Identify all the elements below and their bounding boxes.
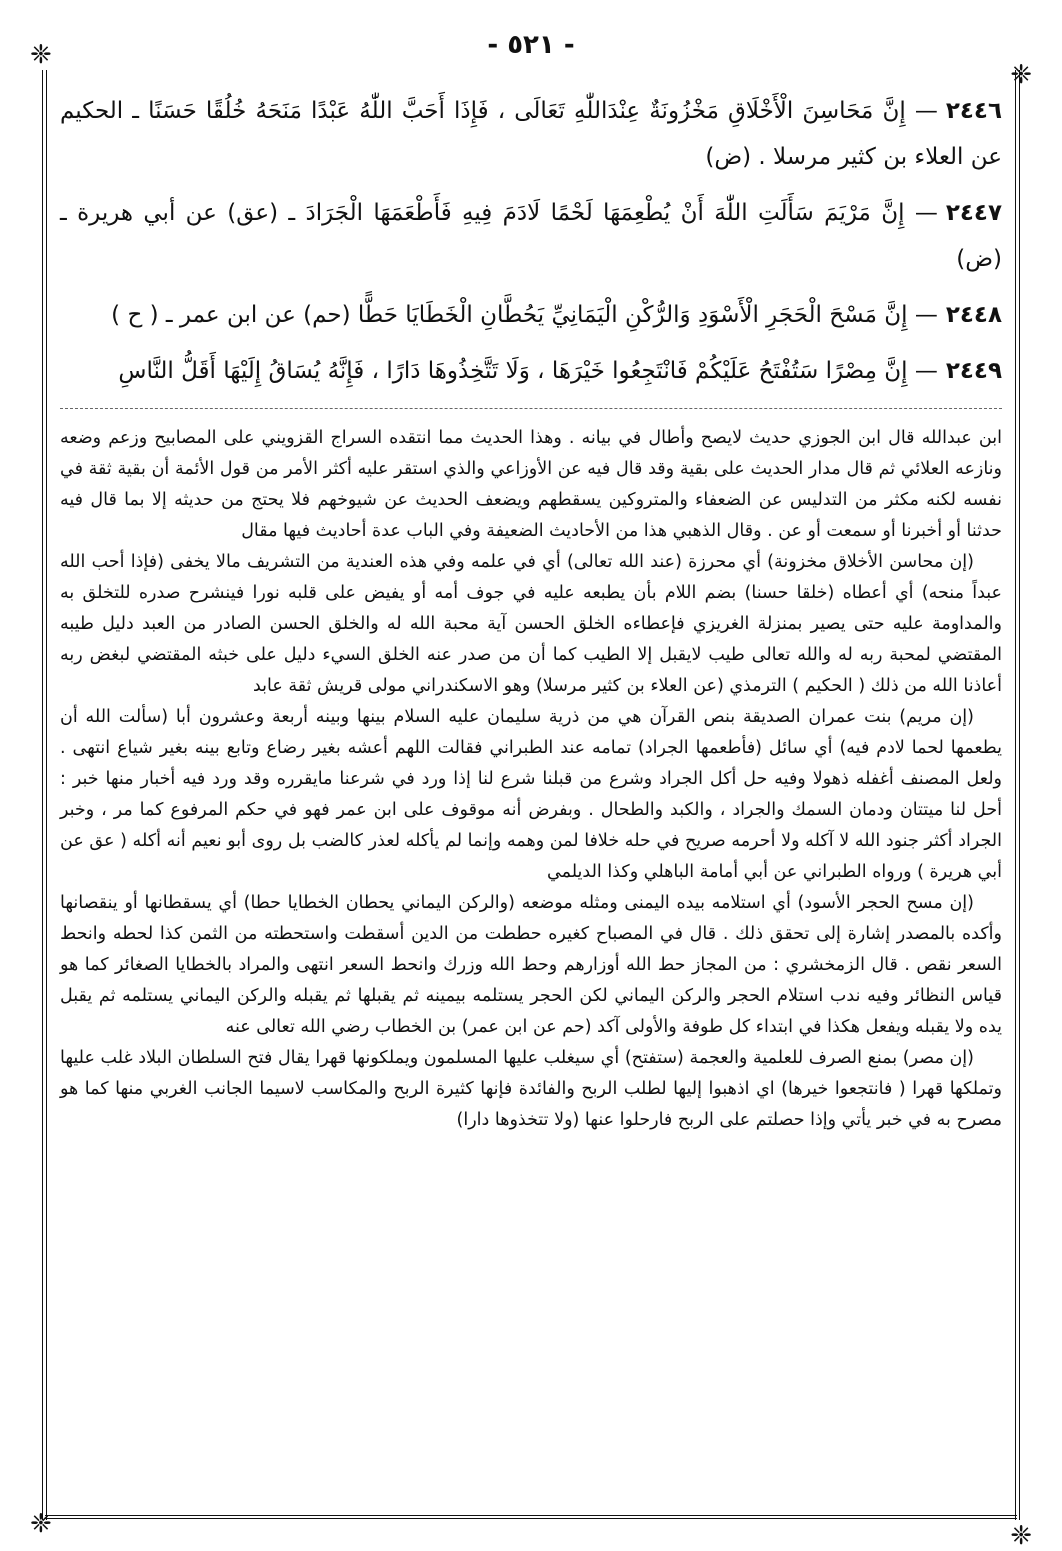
commentary-paragraph: (إن مصر) بمنع الصرف للعلمية والعجمة (ستفتح) أي سيغلب عليها المسلمون ويملكونها قهرا يقال فتح السلطان البلاد غلب عليها وتملكها قهرا ( فانتجعوا خيرها) اي اذهبوا إليها لطلب الربح والفائدة فإنها كثيرة الربح والمكاسب لاسيما الجانب الغربي منها كما هو مصرح به في خبر يأتي وإذا حصلتم على الربح فارحلوا عنها (ولا تتخذوها دارا) — [60, 1048, 1002, 1130]
hadith-text: — إِنَّ مَحَاسِنَ الْأَخْلَاقِ مَخْزُونَةٌ عِنْدَاللّٰهِ تَعَالَى ، فَإِذَا أَحَبَّ اللّٰهُ عَبْدًا مَنَحَهُ خُلُقًا حَسَنًا ـ الحكيم عن العلاء بن كثير مرسلا . (ض) — [60, 98, 1002, 170]
frame-border-right — [1015, 70, 1020, 1520]
hadith-number: ٢٤٤٨ — [945, 302, 1002, 328]
commentary-paragraph: (إن محاسن الأخلاق مخزونة) أي محرزة (عند الله تعالى) أي في علمه وفي هذه العندية من التشريف مالا يخفى (فإذا أحب الله عبداً منحه) أي أعطاه (خلقا حسنا) بضم اللام بأن يطبعه عليه في جوف أمه أو يفيض على قلبه نورا فينشرح صدره للتخلق به والمداومة عليه حتى يصير بمنزلة الغريزي فإعطاءه الخلق الحسن آية محبة الله له والخلق الحسن الصادر من العبد دليل طيبه المقتضي لمحبة ربه له والله تعالى طيب لايقبل إلا الطيب كما أن من صدر عنه الخلق السيء دليل على خبثه المقتضي لبغض ربه أعاذنا الله من ذلك ( الحكيم ) الترمذي (عن العلاء بن كثير مرسلا) وهو الاسكندراني مولى قريش ثقة عابد — [60, 552, 1002, 696]
page-number: - ٥٢١ - — [487, 30, 575, 60]
corner-ornament-icon: ❈ — [1010, 1521, 1032, 1551]
section-divider — [60, 408, 1002, 409]
hadith-text: — إِنَّ مَسْحَ الْحَجَرِ الْأَسْوَدِ وَالرُّكْنِ الْيَمَانِيِّ يَحُطَّانِ الْخَطَايَا حَطًّا (حم) عن ابن عمر ـ ( ح ) — [111, 302, 938, 328]
hadith-text: — إِنَّ مَرْيَمَ سَأَلَتِ اللّٰهَ أَنْ يُطْعِمَهَا لَحْمًا لَادَمَ فِيهِ فَأَطْعَمَهَا الْجَرَادَ ـ (عق) عن أبي هريرة ـ (ض) — [60, 200, 1002, 272]
frame-border-left — [42, 70, 47, 1520]
hadith-entry — [60, 88, 1002, 180]
commentary-paragraph: (إن مسح الحجر الأسود) أي استلامه بيده اليمنى ومثله موضعه (والركن اليماني يحطان الخطايا حطا) أي يسقطانها أو ينقصانها وأكده بالمصدر إشارة إلى تحقق ذلك . قال في المصباح كغيره حططت من الدين أسقطت واستحطته من الثمن كذا لحطه وانحط السعر نقص . قال الزمخشري : من المجاز حط الله أوزارهم وحط الله وزرك وانحط السعر انتهى والمراد بالخطايا الصغائر كما هو قياس النظائر وفيه ندب استلام الحجر والركن اليماني لكن الحجر يستلمه بيمينه ثم يقبلها ثم يقبله والركن اليماني يستلمه ثم يقبل يده ولا يقبله ويفعل هكذا في ابتداء كل طوفة والأولى آكد (حم عن ابن عمر) بن الخطاب رضي الله تعالى عنه — [60, 893, 1002, 1037]
hadith-number: ٢٤٤٩ — [945, 358, 1002, 384]
main-text — [60, 88, 1002, 1136]
hadith-entry — [60, 292, 1002, 338]
hadith-entry — [60, 190, 1002, 282]
hadith-entry — [60, 348, 1002, 394]
corner-ornament-icon: ❈ — [30, 1509, 52, 1539]
commentary-paragraph: (إن مريم) بنت عمران الصديقة بنص القرآن هي من ذرية سليمان عليه السلام بينها وبينه أربعة وعشرون أبا (سألت الله أن يطعمها لحما لادم فيه) أي سائل (فأطعمها الجراد) تمامه عند الطبراني فقالت اللهم أعشه بغير رضاع وتابع بينه بغير شياع انتهى . ولعل المصنف أغفله ذهولا وفيه حل أكل الجراد وشرع من قبلنا شرع لنا إذا ورد في شرعنا مايقرره وقد ورد فيه أخبار منها خبر : أحل لنا ميتتان ودمان السمك والجراد ، والكبد والطحال . وبفرض أنه موقوف على ابن عمر فهو في حكم المرفوع كما مر ، وخبر الجراد أكثر جنود الله لا آكله ولا أحرمه صريح في حله خلافا لمن وهمه وإنما لم يأكله لعذر كالضب بل روى أبو نعيم أنه أكله ( عق عن أبي هريرة ) ورواه الطبراني عن أبي أمامة الباهلي وكذا الديلمي — [60, 707, 1002, 882]
corner-ornament-icon: ❈ — [30, 40, 52, 70]
commentary-paragraph: ابن عبدالله قال ابن الجوزي حديث لايصح وأطال في بيانه . وهذا الحديث مما انتقده السراج القزويني على المصابيح وزعم وضعه ونازعه العلائي ثم قال مدار الحديث على بقية وقد قال فيه عن الأوزاعي والذي استقر عليه أكثر الأمر من قول الأئمة أن بقية ثقة في نفسه لكنه مكثر من التدليس عن الضعفاء والمتروكين يسقطهم ويضعف الحديث عن شيوخهم فلا يحتج من حديثه إلا بما قال فيه حدثنا أو أخبرنا أو سمعت أو عن . وقال الذهبي هذا من الأحاديث الضعيفة وفي الباب عدة أحاديث فيها مقال — [60, 428, 1002, 541]
hadith-number: ٢٤٤٧ — [945, 200, 1002, 226]
frame-border-bottom — [45, 1515, 1017, 1519]
hadith-number: ٢٤٤٦ — [945, 98, 1002, 124]
hadith-text: — إِنَّ مِصْرًا سَتُفْتَحُ عَلَيْكُمْ فَانْتَجِعُوا خَيْرَهَا ، وَلَا تَتَّخِذُوهَا دَارًا ، فَإِنَّهُ يُسَاقُ إِلَيْهَا أَقَلُّ النَّاسِ — [118, 358, 938, 384]
corner-ornament-icon: ❈ — [1010, 60, 1032, 90]
